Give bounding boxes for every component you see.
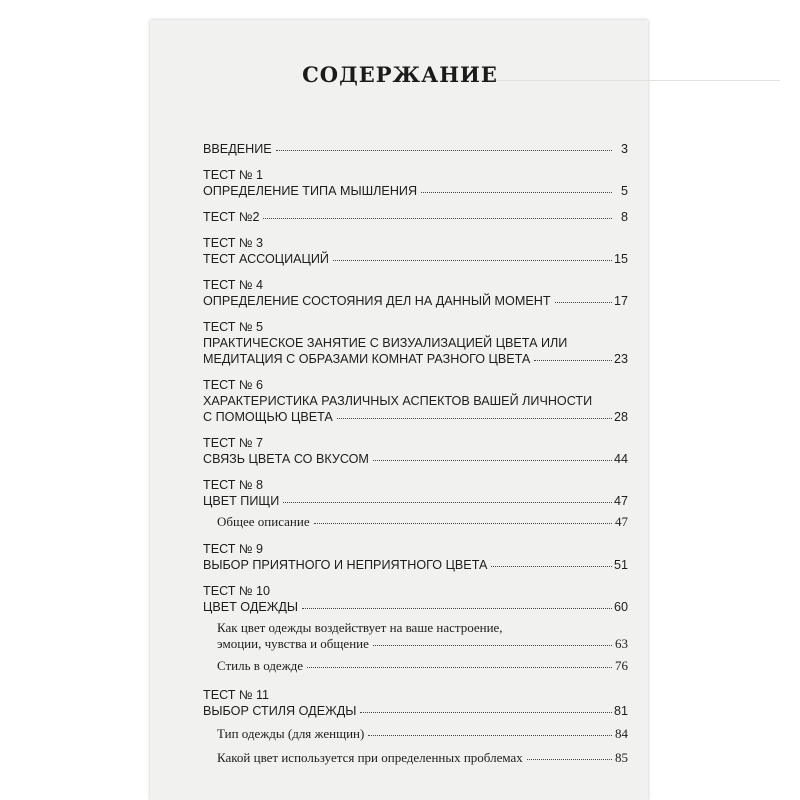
toc-test-heading: ТЕСТ № 11 (203, 688, 270, 702)
leader-dots (555, 301, 612, 303)
toc-subentry (217, 658, 628, 674)
toc-subentry (217, 514, 628, 530)
toc-page-number: 60 (613, 600, 628, 614)
toc-entry-label: ОПРЕДЕЛЕНИЕ СОСТОЯНИЯ ДЕЛ НА ДАННЫЙ МОМЕНТ (203, 294, 551, 308)
leader-dots (373, 459, 612, 461)
toc-subentry-text: Как цвет одежды воздействует на ваше настроение, (217, 620, 503, 635)
toc-test-heading: ТЕСТ № 7 (203, 436, 263, 450)
toc-entry-label: ВВЕДЕНИЕ (203, 142, 272, 156)
toc-subentry (217, 636, 628, 652)
toc-test-heading: ТЕСТ № 9 (203, 542, 263, 556)
toc-page-number: 23 (613, 352, 628, 366)
toc-page-number: 15 (613, 252, 628, 266)
toc-entry-label: Общее описание (217, 514, 310, 529)
toc-entry-test-3 (203, 252, 628, 266)
toc-entry-label: С ПОМОЩЬЮ ЦВЕТА (203, 410, 333, 424)
bleed-through-shadow (420, 80, 780, 201)
leader-dots (527, 758, 612, 760)
toc-entry-test-2 (203, 210, 628, 224)
toc-entry-label: Тип одежды (для женщин) (217, 726, 365, 741)
toc-test-heading: ТЕСТ № 5 (203, 320, 263, 334)
toc-entry-label: ТЕСТ АССОЦИАЦИЙ (203, 252, 329, 266)
toc-page-number: 28 (613, 410, 628, 424)
toc-entry-label: МЕДИТАЦИЯ С ОБРАЗАМИ КОМНАТ РАЗНОГО ЦВЕТА (203, 352, 531, 366)
toc-entry-test-9 (203, 558, 628, 572)
toc-page-number: 81 (613, 704, 628, 718)
toc-entry-label: ТЕСТ №2 (203, 210, 260, 224)
toc-page-number: 85 (615, 750, 628, 765)
toc-test-heading: ТЕСТ № 1 (203, 168, 263, 182)
toc-entry-label: Какой цвет используется при определенных проблемах (217, 750, 523, 765)
toc-test-heading: ТЕСТ № 10 (203, 584, 270, 598)
toc-page-number: 5 (620, 184, 628, 198)
leader-dots (368, 734, 612, 736)
toc-entry-test-4 (203, 294, 628, 308)
toc-entry-test-11 (203, 704, 628, 718)
toc-entry-label: Стиль в одежде (217, 658, 304, 673)
leader-dots (276, 149, 612, 151)
leader-dots (333, 259, 612, 261)
leader-dots (421, 191, 612, 193)
toc-page-number: 84 (615, 726, 628, 741)
toc-page-number: 3 (620, 142, 628, 156)
toc-entry-label: ОПРЕДЕЛЕНИЕ ТИПА МЫШЛЕНИЯ (203, 184, 418, 198)
leader-dots (337, 417, 612, 419)
leader-dots (283, 501, 612, 503)
toc-entry-test-5 (203, 352, 628, 366)
toc-entry-test-10 (203, 600, 628, 614)
toc-entry-text: ХАРАКТЕРИСТИКА РАЗЛИЧНЫХ АСПЕКТОВ ВАШЕЙ ЛИЧНОСТИ (203, 394, 593, 408)
toc-entry-label: СВЯЗЬ ЦВЕТА СО ВКУСОМ (203, 452, 369, 466)
toc-entry-label: эмоции, чувства и общение (217, 636, 369, 651)
toc-entry-test-7 (203, 452, 628, 466)
toc-entry-test-8 (203, 494, 628, 508)
toc-entry-text: ПРАКТИЧЕСКОЕ ЗАНЯТИЕ С ВИЗУАЛИЗАЦИЕЙ ЦВЕТА ИЛИ (203, 336, 568, 350)
toc-page-number: 17 (613, 294, 628, 308)
toc-page-number: 47 (613, 494, 628, 508)
toc-entry-intro (203, 142, 628, 156)
toc-entry-label: ЦВЕТ ПИЩИ (203, 494, 280, 508)
leader-dots (302, 607, 612, 609)
leader-dots (314, 522, 612, 524)
toc-page-number: 47 (615, 514, 628, 529)
toc-page-number: 63 (615, 636, 628, 651)
toc-test-heading: ТЕСТ № 4 (203, 278, 263, 292)
toc-page-number: 51 (613, 558, 628, 572)
toc-entry-test-6 (203, 410, 628, 424)
toc-page-number: 76 (615, 658, 628, 673)
toc-test-heading: ТЕСТ № 8 (203, 478, 263, 492)
leader-dots (534, 359, 612, 361)
toc-subentry (217, 726, 628, 742)
leader-dots (307, 666, 612, 668)
toc-subentry (217, 750, 628, 766)
toc-page-number: 8 (620, 210, 628, 224)
leader-dots (491, 565, 612, 567)
toc-entry-label: ЦВЕТ ОДЕЖДЫ (203, 600, 299, 614)
leader-dots (373, 644, 612, 646)
page-title: СОДЕРЖАНИЕ (302, 62, 498, 87)
leader-dots (263, 217, 612, 219)
toc-entry-label: ВЫБОР ПРИЯТНОГО И НЕПРИЯТНОГО ЦВЕТА (203, 558, 488, 572)
toc-entry-test-1 (203, 184, 628, 198)
toc-test-heading: ТЕСТ № 3 (203, 236, 263, 250)
toc-entry-label: ВЫБОР СТИЛЯ ОДЕЖДЫ (203, 704, 357, 718)
toc-test-heading: ТЕСТ № 6 (203, 378, 263, 392)
toc-page-number: 44 (613, 452, 628, 466)
leader-dots (360, 711, 612, 713)
